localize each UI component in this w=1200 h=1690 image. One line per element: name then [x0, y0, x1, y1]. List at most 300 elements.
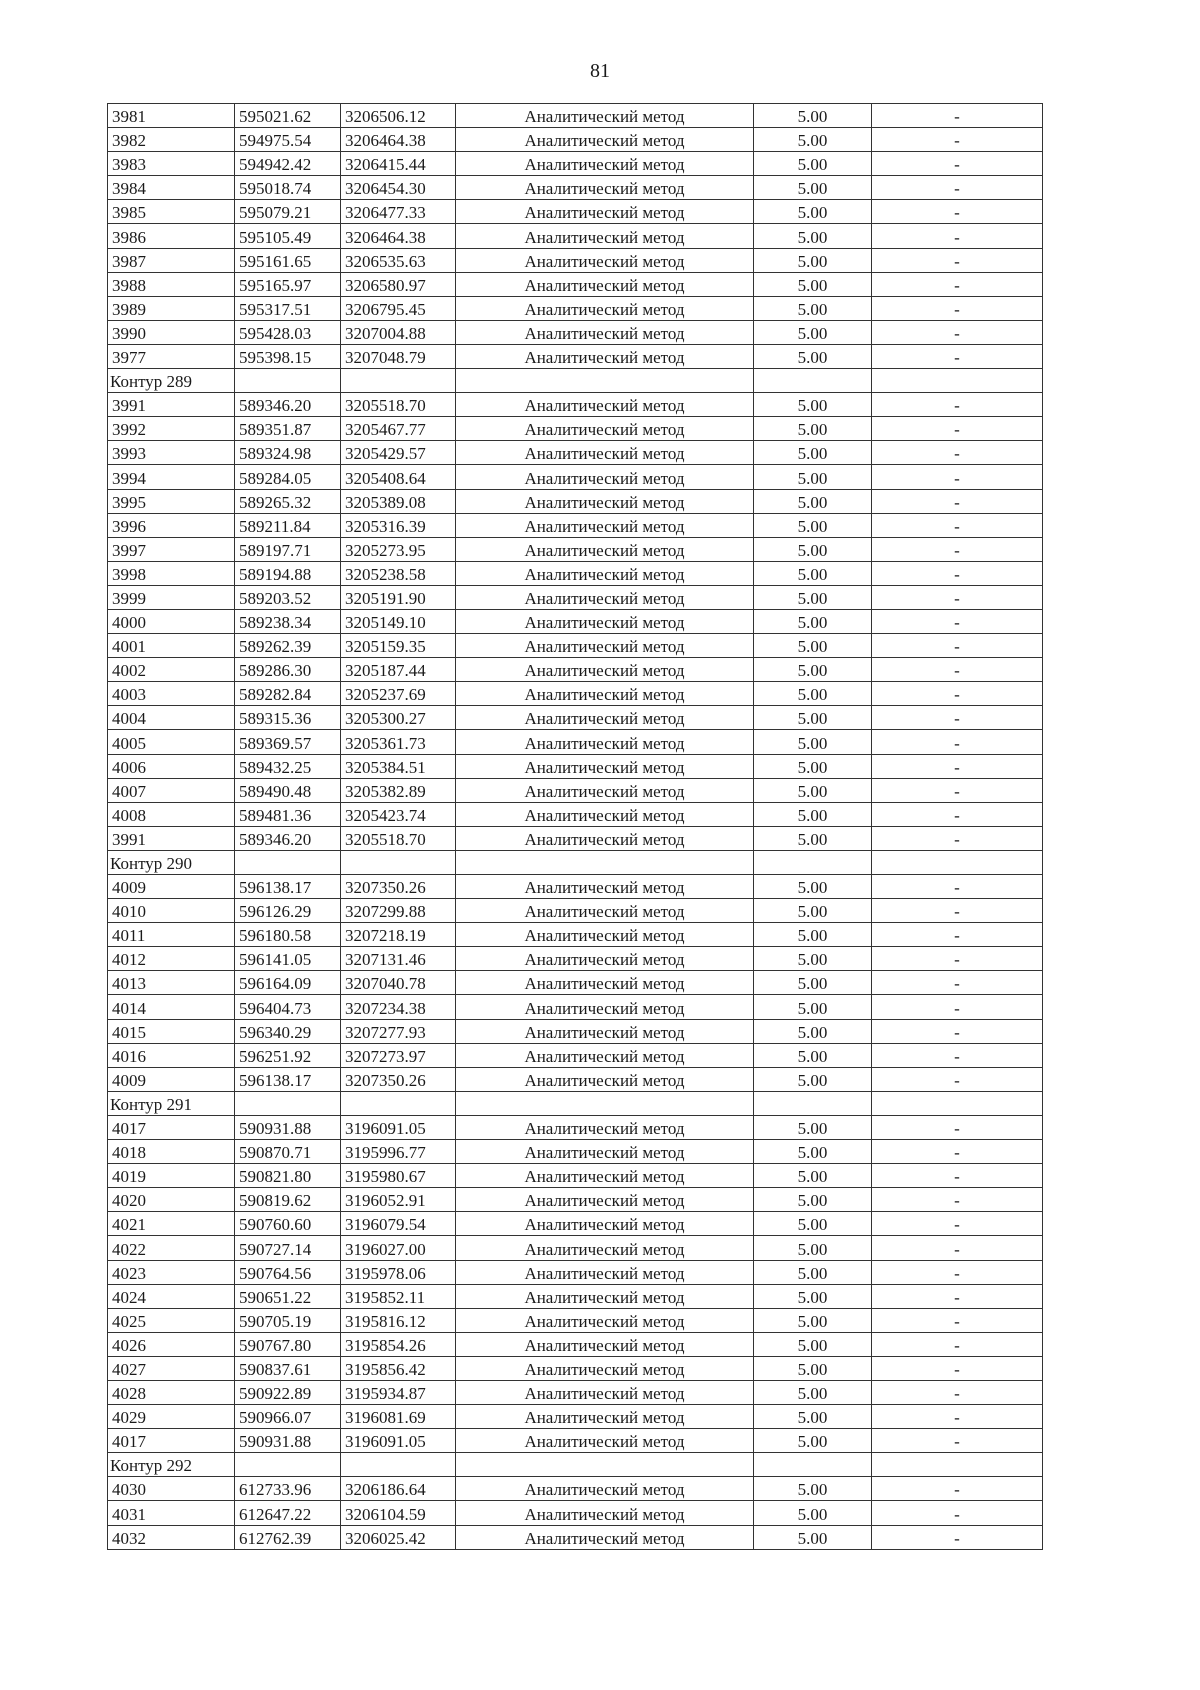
x-coordinate-cell: 589284.05 — [235, 465, 341, 489]
table-row — [108, 1405, 1043, 1429]
x-coordinate-cell: 589315.36 — [235, 706, 341, 730]
x-coordinate-cell: 590767.80 — [235, 1332, 341, 1356]
accuracy-cell: 5.00 — [754, 200, 872, 224]
x-coordinate-cell: 595079.21 — [235, 200, 341, 224]
description-cell: - — [872, 1019, 1043, 1043]
x-coordinate-cell: 590819.62 — [235, 1188, 341, 1212]
table-row — [108, 1380, 1043, 1404]
y-coordinate-cell: 3207273.97 — [341, 1043, 456, 1067]
table-row — [108, 1477, 1043, 1501]
table-row — [108, 344, 1043, 368]
contour-header-row — [108, 1453, 1043, 1477]
x-coordinate-cell: 590931.88 — [235, 1429, 341, 1453]
point-number-cell: 4003 — [108, 682, 235, 706]
method-cell: Аналитический метод — [456, 104, 754, 128]
empty-cell — [872, 1453, 1043, 1477]
point-number-cell: 4002 — [108, 658, 235, 682]
x-coordinate-cell: 595018.74 — [235, 176, 341, 200]
accuracy-cell: 5.00 — [754, 802, 872, 826]
table-row — [108, 465, 1043, 489]
method-cell: Аналитический метод — [456, 826, 754, 850]
contour-label: Контур 292 — [108, 1453, 235, 1477]
description-cell: - — [872, 730, 1043, 754]
accuracy-cell: 5.00 — [754, 754, 872, 778]
method-cell: Аналитический метод — [456, 634, 754, 658]
y-coordinate-cell: 3196081.69 — [341, 1405, 456, 1429]
y-coordinate-cell: 3205191.90 — [341, 585, 456, 609]
x-coordinate-cell: 589238.34 — [235, 609, 341, 633]
description-cell: - — [872, 1332, 1043, 1356]
method-cell: Аналитический метод — [456, 1380, 754, 1404]
y-coordinate-cell: 3206580.97 — [341, 272, 456, 296]
x-coordinate-cell: 595398.15 — [235, 344, 341, 368]
point-number-cell: 3982 — [108, 128, 235, 152]
method-cell: Аналитический метод — [456, 1236, 754, 1260]
x-coordinate-cell: 589346.20 — [235, 393, 341, 417]
point-number-cell: 4025 — [108, 1308, 235, 1332]
description-cell: - — [872, 995, 1043, 1019]
y-coordinate-cell: 3205429.57 — [341, 441, 456, 465]
y-coordinate-cell: 3196027.00 — [341, 1236, 456, 1260]
x-coordinate-cell: 594942.42 — [235, 152, 341, 176]
y-coordinate-cell: 3206104.59 — [341, 1501, 456, 1525]
contour-label: Контур 290 — [108, 850, 235, 874]
accuracy-cell: 5.00 — [754, 634, 872, 658]
method-cell: Аналитический метод — [456, 1525, 754, 1549]
table-row — [108, 441, 1043, 465]
y-coordinate-cell: 3205518.70 — [341, 826, 456, 850]
empty-cell — [235, 369, 341, 393]
accuracy-cell: 5.00 — [754, 1405, 872, 1429]
contour-label: Контур 291 — [108, 1091, 235, 1115]
y-coordinate-cell: 3207040.78 — [341, 971, 456, 995]
contour-label: Контур 289 — [108, 369, 235, 393]
table-row — [108, 826, 1043, 850]
point-number-cell: 3998 — [108, 561, 235, 585]
accuracy-cell: 5.00 — [754, 1212, 872, 1236]
accuracy-cell: 5.00 — [754, 513, 872, 537]
x-coordinate-cell: 590931.88 — [235, 1115, 341, 1139]
description-cell: - — [872, 1429, 1043, 1453]
y-coordinate-cell: 3207218.19 — [341, 923, 456, 947]
accuracy-cell: 5.00 — [754, 995, 872, 1019]
point-number-cell: 4030 — [108, 1477, 235, 1501]
method-cell: Аналитический метод — [456, 1188, 754, 1212]
description-cell: - — [872, 104, 1043, 128]
x-coordinate-cell: 589369.57 — [235, 730, 341, 754]
coordinates-table — [107, 103, 1043, 1550]
table-row — [108, 778, 1043, 802]
point-number-cell: 4000 — [108, 609, 235, 633]
y-coordinate-cell: 3205467.77 — [341, 417, 456, 441]
accuracy-cell: 5.00 — [754, 489, 872, 513]
method-cell: Аналитический метод — [456, 1019, 754, 1043]
accuracy-cell: 5.00 — [754, 1115, 872, 1139]
method-cell: Аналитический метод — [456, 778, 754, 802]
table-row — [108, 272, 1043, 296]
description-cell: - — [872, 1501, 1043, 1525]
empty-cell — [754, 1091, 872, 1115]
description-cell: - — [872, 561, 1043, 585]
accuracy-cell: 5.00 — [754, 1477, 872, 1501]
accuracy-cell: 5.00 — [754, 923, 872, 947]
x-coordinate-cell: 595428.03 — [235, 320, 341, 344]
description-cell: - — [872, 417, 1043, 441]
method-cell: Аналитический метод — [456, 513, 754, 537]
x-coordinate-cell: 589481.36 — [235, 802, 341, 826]
description-cell: - — [872, 1236, 1043, 1260]
table-row — [108, 393, 1043, 417]
point-number-cell: 3977 — [108, 344, 235, 368]
point-number-cell: 4005 — [108, 730, 235, 754]
method-cell: Аналитический метод — [456, 1477, 754, 1501]
y-coordinate-cell: 3195978.06 — [341, 1260, 456, 1284]
y-coordinate-cell: 3195980.67 — [341, 1164, 456, 1188]
x-coordinate-cell: 595105.49 — [235, 224, 341, 248]
description-cell: - — [872, 609, 1043, 633]
description-cell: - — [872, 634, 1043, 658]
method-cell: Аналитический метод — [456, 441, 754, 465]
y-coordinate-cell: 3205159.35 — [341, 634, 456, 658]
method-cell: Аналитический метод — [456, 296, 754, 320]
description-cell: - — [872, 1477, 1043, 1501]
table-row — [108, 682, 1043, 706]
accuracy-cell: 5.00 — [754, 272, 872, 296]
description-cell: - — [872, 1260, 1043, 1284]
accuracy-cell: 5.00 — [754, 826, 872, 850]
table-row — [108, 1332, 1043, 1356]
table-row — [108, 875, 1043, 899]
table-row — [108, 609, 1043, 633]
method-cell: Аналитический метод — [456, 465, 754, 489]
table-row — [108, 513, 1043, 537]
x-coordinate-cell: 612647.22 — [235, 1501, 341, 1525]
accuracy-cell: 5.00 — [754, 875, 872, 899]
point-number-cell: 3995 — [108, 489, 235, 513]
y-coordinate-cell: 3205238.58 — [341, 561, 456, 585]
point-number-cell: 4009 — [108, 1067, 235, 1091]
accuracy-cell: 5.00 — [754, 1067, 872, 1091]
contour-header-row — [108, 1091, 1043, 1115]
description-cell: - — [872, 465, 1043, 489]
x-coordinate-cell: 596251.92 — [235, 1043, 341, 1067]
table-row — [108, 1260, 1043, 1284]
y-coordinate-cell: 3206415.44 — [341, 152, 456, 176]
point-number-cell: 3989 — [108, 296, 235, 320]
x-coordinate-cell: 589197.71 — [235, 537, 341, 561]
description-cell: - — [872, 778, 1043, 802]
y-coordinate-cell: 3206477.33 — [341, 200, 456, 224]
accuracy-cell: 5.00 — [754, 1019, 872, 1043]
method-cell: Аналитический метод — [456, 176, 754, 200]
point-number-cell: 4020 — [108, 1188, 235, 1212]
method-cell: Аналитический метод — [456, 1332, 754, 1356]
description-cell: - — [872, 1525, 1043, 1549]
accuracy-cell: 5.00 — [754, 1236, 872, 1260]
description-cell: - — [872, 1284, 1043, 1308]
method-cell: Аналитический метод — [456, 1067, 754, 1091]
y-coordinate-cell: 3207004.88 — [341, 320, 456, 344]
description-cell: - — [872, 489, 1043, 513]
x-coordinate-cell: 589262.39 — [235, 634, 341, 658]
description-cell: - — [872, 1164, 1043, 1188]
empty-cell — [235, 1091, 341, 1115]
method-cell: Аналитический метод — [456, 609, 754, 633]
accuracy-cell: 5.00 — [754, 706, 872, 730]
accuracy-cell: 5.00 — [754, 1525, 872, 1549]
x-coordinate-cell: 589346.20 — [235, 826, 341, 850]
point-number-cell: 4012 — [108, 947, 235, 971]
table-row — [108, 1115, 1043, 1139]
x-coordinate-cell: 590966.07 — [235, 1405, 341, 1429]
accuracy-cell: 5.00 — [754, 1284, 872, 1308]
table-row — [108, 1212, 1043, 1236]
x-coordinate-cell: 589211.84 — [235, 513, 341, 537]
accuracy-cell: 5.00 — [754, 344, 872, 368]
point-number-cell: 4023 — [108, 1260, 235, 1284]
method-cell: Аналитический метод — [456, 730, 754, 754]
point-number-cell: 3985 — [108, 200, 235, 224]
description-cell: - — [872, 152, 1043, 176]
description-cell: - — [872, 754, 1043, 778]
method-cell: Аналитический метод — [456, 200, 754, 224]
description-cell: - — [872, 1212, 1043, 1236]
table-row — [108, 1429, 1043, 1453]
x-coordinate-cell: 594975.54 — [235, 128, 341, 152]
table-row — [108, 1525, 1043, 1549]
y-coordinate-cell: 3205361.73 — [341, 730, 456, 754]
table-row — [108, 1140, 1043, 1164]
table-row — [108, 489, 1043, 513]
y-coordinate-cell: 3196091.05 — [341, 1429, 456, 1453]
point-number-cell: 4024 — [108, 1284, 235, 1308]
y-coordinate-cell: 3205316.39 — [341, 513, 456, 537]
y-coordinate-cell: 3195852.11 — [341, 1284, 456, 1308]
table-row — [108, 658, 1043, 682]
point-number-cell: 4032 — [108, 1525, 235, 1549]
point-number-cell: 4031 — [108, 1501, 235, 1525]
y-coordinate-cell: 3206025.42 — [341, 1525, 456, 1549]
method-cell: Аналитический метод — [456, 537, 754, 561]
point-number-cell: 4022 — [108, 1236, 235, 1260]
table-row — [108, 104, 1043, 128]
y-coordinate-cell: 3195816.12 — [341, 1308, 456, 1332]
method-cell: Аналитический метод — [456, 1501, 754, 1525]
method-cell: Аналитический метод — [456, 1043, 754, 1067]
point-number-cell: 3992 — [108, 417, 235, 441]
description-cell: - — [872, 658, 1043, 682]
table-row — [108, 730, 1043, 754]
y-coordinate-cell: 3206454.30 — [341, 176, 456, 200]
description-cell: - — [872, 802, 1043, 826]
description-cell: - — [872, 393, 1043, 417]
x-coordinate-cell: 590922.89 — [235, 1380, 341, 1404]
empty-cell — [456, 1091, 754, 1115]
method-cell: Аналитический метод — [456, 1212, 754, 1236]
y-coordinate-cell: 3207131.46 — [341, 947, 456, 971]
empty-cell — [754, 850, 872, 874]
point-number-cell: 3991 — [108, 826, 235, 850]
accuracy-cell: 5.00 — [754, 441, 872, 465]
description-cell: - — [872, 899, 1043, 923]
point-number-cell: 3991 — [108, 393, 235, 417]
x-coordinate-cell: 596141.05 — [235, 947, 341, 971]
x-coordinate-cell: 596404.73 — [235, 995, 341, 1019]
point-number-cell: 3986 — [108, 224, 235, 248]
y-coordinate-cell: 3195934.87 — [341, 1380, 456, 1404]
description-cell: - — [872, 1188, 1043, 1212]
table-row — [108, 1164, 1043, 1188]
accuracy-cell: 5.00 — [754, 1501, 872, 1525]
empty-cell — [872, 369, 1043, 393]
description-cell: - — [872, 682, 1043, 706]
point-number-cell: 4017 — [108, 1429, 235, 1453]
x-coordinate-cell: 596340.29 — [235, 1019, 341, 1043]
empty-cell — [235, 850, 341, 874]
method-cell: Аналитический метод — [456, 393, 754, 417]
method-cell: Аналитический метод — [456, 1429, 754, 1453]
method-cell: Аналитический метод — [456, 1356, 754, 1380]
coordinates-table-body — [108, 104, 1043, 1550]
method-cell: Аналитический метод — [456, 1405, 754, 1429]
description-cell: - — [872, 248, 1043, 272]
x-coordinate-cell: 590727.14 — [235, 1236, 341, 1260]
method-cell: Аналитический метод — [456, 947, 754, 971]
method-cell: Аналитический метод — [456, 802, 754, 826]
description-cell: - — [872, 1043, 1043, 1067]
y-coordinate-cell: 3205389.08 — [341, 489, 456, 513]
y-coordinate-cell: 3196052.91 — [341, 1188, 456, 1212]
y-coordinate-cell: 3205237.69 — [341, 682, 456, 706]
description-cell: - — [872, 826, 1043, 850]
x-coordinate-cell: 595021.62 — [235, 104, 341, 128]
point-number-cell: 3987 — [108, 248, 235, 272]
empty-cell — [872, 850, 1043, 874]
y-coordinate-cell: 3206464.38 — [341, 224, 456, 248]
empty-cell — [341, 1091, 456, 1115]
point-number-cell: 4027 — [108, 1356, 235, 1380]
method-cell: Аналитический метод — [456, 1260, 754, 1284]
x-coordinate-cell: 595317.51 — [235, 296, 341, 320]
description-cell: - — [872, 128, 1043, 152]
method-cell: Аналитический метод — [456, 899, 754, 923]
description-cell: - — [872, 441, 1043, 465]
table-row — [108, 585, 1043, 609]
table-row — [108, 224, 1043, 248]
accuracy-cell: 5.00 — [754, 1356, 872, 1380]
method-cell: Аналитический метод — [456, 971, 754, 995]
table-row — [108, 634, 1043, 658]
method-cell: Аналитический метод — [456, 152, 754, 176]
point-number-cell: 3994 — [108, 465, 235, 489]
accuracy-cell: 5.00 — [754, 320, 872, 344]
point-number-cell: 4028 — [108, 1380, 235, 1404]
y-coordinate-cell: 3205423.74 — [341, 802, 456, 826]
table-row — [108, 128, 1043, 152]
table-row — [108, 417, 1043, 441]
y-coordinate-cell: 3205384.51 — [341, 754, 456, 778]
empty-cell — [456, 1453, 754, 1477]
x-coordinate-cell: 590821.80 — [235, 1164, 341, 1188]
x-coordinate-cell: 589432.25 — [235, 754, 341, 778]
point-number-cell: 4026 — [108, 1332, 235, 1356]
x-coordinate-cell: 589286.30 — [235, 658, 341, 682]
accuracy-cell: 5.00 — [754, 1188, 872, 1212]
accuracy-cell: 5.00 — [754, 1164, 872, 1188]
table-row — [108, 706, 1043, 730]
y-coordinate-cell: 3195856.42 — [341, 1356, 456, 1380]
method-cell: Аналитический метод — [456, 248, 754, 272]
table-row — [108, 1043, 1043, 1067]
y-coordinate-cell: 3207277.93 — [341, 1019, 456, 1043]
description-cell: - — [872, 706, 1043, 730]
accuracy-cell: 5.00 — [754, 537, 872, 561]
method-cell: Аналитический метод — [456, 995, 754, 1019]
table-row — [108, 1067, 1043, 1091]
point-number-cell: 3981 — [108, 104, 235, 128]
y-coordinate-cell: 3206795.45 — [341, 296, 456, 320]
description-cell: - — [872, 1308, 1043, 1332]
accuracy-cell: 5.00 — [754, 561, 872, 585]
point-number-cell: 4004 — [108, 706, 235, 730]
point-number-cell: 3993 — [108, 441, 235, 465]
empty-cell — [235, 1453, 341, 1477]
x-coordinate-cell: 589265.32 — [235, 489, 341, 513]
empty-cell — [754, 369, 872, 393]
y-coordinate-cell: 3205187.44 — [341, 658, 456, 682]
x-coordinate-cell: 590837.61 — [235, 1356, 341, 1380]
point-number-cell: 3999 — [108, 585, 235, 609]
table-row — [108, 1236, 1043, 1260]
y-coordinate-cell: 3205518.70 — [341, 393, 456, 417]
table-row — [108, 899, 1043, 923]
x-coordinate-cell: 596138.17 — [235, 1067, 341, 1091]
accuracy-cell: 5.00 — [754, 609, 872, 633]
point-number-cell: 3984 — [108, 176, 235, 200]
accuracy-cell: 5.00 — [754, 1332, 872, 1356]
point-number-cell: 3996 — [108, 513, 235, 537]
table-row — [108, 923, 1043, 947]
y-coordinate-cell: 3195996.77 — [341, 1140, 456, 1164]
x-coordinate-cell: 590870.71 — [235, 1140, 341, 1164]
point-number-cell: 3990 — [108, 320, 235, 344]
y-coordinate-cell: 3207299.88 — [341, 899, 456, 923]
y-coordinate-cell: 3195854.26 — [341, 1332, 456, 1356]
point-number-cell: 4001 — [108, 634, 235, 658]
table-row — [108, 248, 1043, 272]
point-number-cell: 4008 — [108, 802, 235, 826]
empty-cell — [341, 850, 456, 874]
accuracy-cell: 5.00 — [754, 1308, 872, 1332]
method-cell: Аналитический метод — [456, 489, 754, 513]
description-cell: - — [872, 296, 1043, 320]
description-cell: - — [872, 923, 1043, 947]
description-cell: - — [872, 200, 1043, 224]
accuracy-cell: 5.00 — [754, 1429, 872, 1453]
point-number-cell: 3997 — [108, 537, 235, 561]
table-row — [108, 1188, 1043, 1212]
description-cell: - — [872, 1140, 1043, 1164]
x-coordinate-cell: 596126.29 — [235, 899, 341, 923]
x-coordinate-cell: 589351.87 — [235, 417, 341, 441]
accuracy-cell: 5.00 — [754, 658, 872, 682]
empty-cell — [872, 1091, 1043, 1115]
table-row — [108, 1308, 1043, 1332]
method-cell: Аналитический метод — [456, 1164, 754, 1188]
table-row — [108, 200, 1043, 224]
method-cell: Аналитический метод — [456, 658, 754, 682]
accuracy-cell: 5.00 — [754, 128, 872, 152]
